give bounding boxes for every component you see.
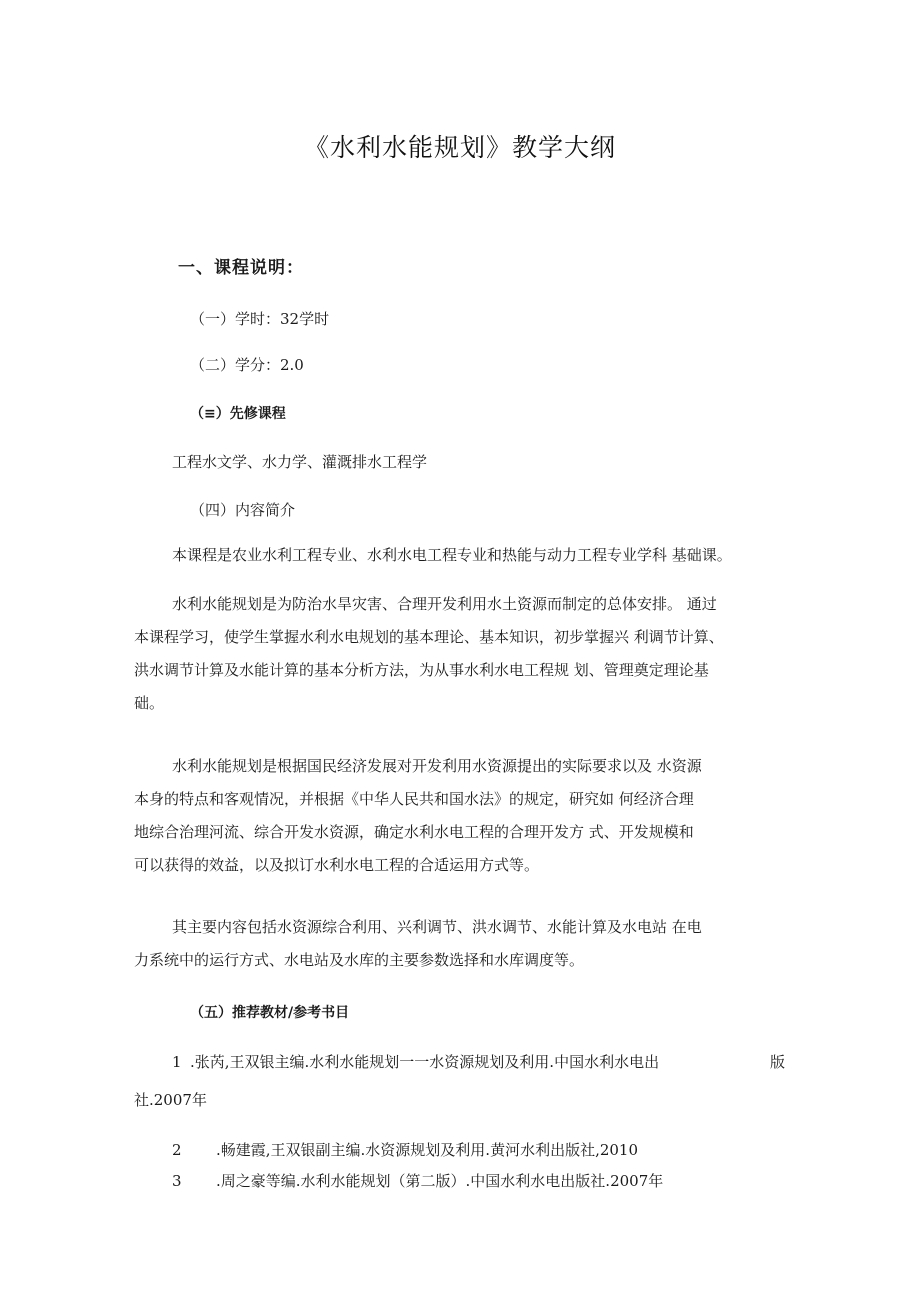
paragraph-line: 洪水调节计算及水能计算的基本分析方法，为从事水利水电工程规 划、管理奠定理论基 [134, 661, 709, 679]
reference-text: .畅建霞,王双银副主编.水资源规划及利用.黄河水利出版社,2010 [216, 1141, 639, 1159]
class-hours: （一）学时：32学时 [190, 310, 330, 328]
reference-text: .张芮,王双银主编.水利水能规划一一水资源规划及利用.中国水利水电出 [190, 1053, 660, 1071]
intro-paragraph-2 [134, 588, 724, 720]
reference-number: 2 [172, 1141, 182, 1159]
paragraph-line: 础。 [134, 694, 165, 712]
reference-number: 1 [172, 1053, 182, 1071]
paragraph-line: 力系统中的运行方式、水电站及水库的主要参数选择和水库调度等。 [134, 951, 585, 969]
paragraph-line: 地综合治理河流、综合开发水资源，确定水利水电工程的合理开发方 式、开发规模和 [134, 823, 694, 841]
reference-text-tail: 版 [770, 1053, 786, 1071]
paragraph-line: 本身的特点和客观情况，并根据《中华人民共和国水法》的规定，研究如 何经济合理 [134, 790, 694, 808]
content-intro-heading: （四）内容简介 [190, 501, 296, 519]
paragraph-line: 可以获得的效益，以及拟订水利水电工程的合适运用方式等。 [134, 856, 540, 874]
prerequisite-heading: （≡）先修课程 [190, 406, 286, 422]
reference-number: 3 [172, 1172, 182, 1190]
paragraph-line: 水利水能规划是为防治水旱灾害、合理开发利用水土资源而制定的总体安排。 通过 [172, 595, 717, 613]
intro-paragraph-4 [134, 911, 702, 977]
intro-paragraph-3 [134, 750, 702, 882]
paragraph-line: 本课程学习，使学生掌握水利水电规划的基本理论、基本知识，初步掌握兴 利调节计算、 [134, 628, 724, 646]
section-heading-course-description: 一、课程说明： [178, 258, 304, 278]
reference-text: .周之豪等编.水利水能规划（第二版）.中国水利水电出版社.2007年 [216, 1172, 664, 1190]
reference-text-continuation: 社.2007年 [134, 1091, 207, 1109]
prerequisite-courses: 工程水文学、水力学、灌溉排水工程学 [172, 453, 428, 471]
references-heading: （五）推荐教材/参考书目 [190, 1005, 350, 1021]
intro-paragraph-1: 本课程是农业水利工程专业、水利水电工程专业和热能与动力工程专业学科 基础课。 [172, 546, 732, 564]
credits: （二）学分：2.0 [190, 356, 304, 374]
paragraph-line: 水利水能规划是根据国民经济发展对开发利用水资源提出的实际要求以及 水资源 [172, 757, 702, 775]
paragraph-line: 其主要内容包括水资源综合利用、兴利调节、洪水调节、水能计算及水电站 在电 [172, 918, 702, 936]
page-title: 《水利水能规划》教学大纲 [303, 133, 616, 162]
